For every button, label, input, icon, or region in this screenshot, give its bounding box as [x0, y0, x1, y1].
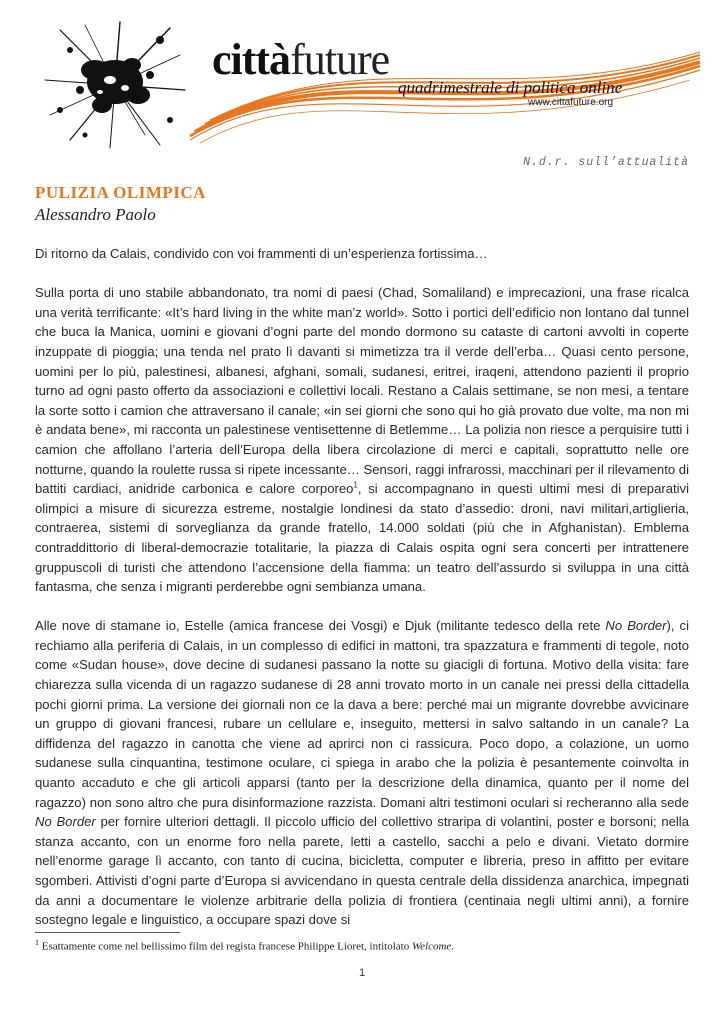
intro-paragraph: Di ritorno da Calais, condivido con voi frammenti di un’esperienza fortissima…: [35, 246, 488, 261]
article-author: Alessandro Paolo: [35, 205, 156, 224]
paragraph-2-text-b: ), ci rechiamo alla periferia di Calais, in un complesso di edifici in mattoni, tra spazzatura e frammenti di tegole, noto come «Sudan house», dove decine di sudanesi passano la notte su giacigli di fortuna. Motivo della visita: fare chiarezza sulla vicenda di un ragazzo sudanese di 28 anni trovato morto in un canale nei pressi della cittadella pochi giorni prima. La versione dei giornali non ce la dava a bere: perché mai un migrante dovrebbe avvicinare un gruppo di giovani francesi, rubare un cellulare e, inseguito, mettersi in salvo saltando in un canale? La diffidenza del ragazzo in canotta che viene ad aprirci non ci rassicura. Poco dopo, a colazione, un uomo sudanese sulla cinquantina, testimone oculare, ci spiega in arabo che la polizia è pesantemente coinvolta in quanto accaduto e che gli articoli apparsi (tanto per la descrizione della dinamica, quanto per il nome del ragazzo) non sono altro che pura disinformazione razzista. Domani altri testimoni oculari si recheranno alla sede: [35, 618, 689, 810]
masthead: [0, 0, 724, 150]
brand-light: future: [290, 35, 390, 84]
ink-splash-logo-icon: [40, 20, 190, 150]
no-border-emphasis-2: No Border: [35, 814, 96, 830]
section-label: N.d.r. sull’attualità: [523, 156, 689, 169]
footnote-divider: [35, 932, 180, 933]
footnote-text: Esattamente come nel bellissimo film del regista francese Philippe Lioret, intitolato: [39, 940, 412, 953]
page-number: 1: [358, 967, 366, 979]
paragraph-2-text-a: Alle nove di stamane io, Estelle (amica francese dei Vosgi) e Djuk (militante tedesco della rete: [35, 618, 606, 634]
website-link[interactable]: www.cittafuture.org: [528, 97, 614, 108]
footnote-end: .: [451, 940, 455, 953]
brand-wordmark: [212, 35, 390, 84]
article-body: [35, 244, 689, 949]
article-title: PULIZIA OLIMPICA: [35, 183, 206, 202]
tagline: quadrimestrale di politica online: [398, 78, 623, 97]
footnote: [35, 938, 454, 953]
footnote-film-title: Welcome: [411, 940, 452, 953]
paragraph-1-text-b: , si accompagnano in questi ultimi mesi di preparativi olimpici a misure di sicurezza estreme, nostalgie londinesi da stato d’assedio: droni, navi militari,artiglieria, contraerea, sistemi di sorveglianza da grande fratello, 14.000 soldati (più che in Afghanistan). Emblema contraddittorio di liberal-democrazie totalitarie, la piazza di Calais ospita ogni sera concerti per intrattenere gruppuscoli di turisti che attendono l’accensione della fiamma: un teatro dell’assurdo si sviluppa in una città fantasma, che senza i migranti perderebbe ogni sembianza umana.: [35, 481, 689, 595]
paragraph-2-text-c: per fornire ulteriori dettagli. Il piccolo ufficio del collettivo straripa di volantini, poster e borsoni; nella stanza accanto, con un enorme foro nella parete, letti a castello, sacchi a pelo e divani. Vietato dormire nell’enorme garage lì accanto, con tanto di cucina, bicicletta, computer e libreria, preso in affitto per evitare sgomberi. Attivisti d’ogni parte d’Europa si avvicendano in questa centrale della dissidenza anarchica, impegnati da anni a documentare le violenze arbitrarie della polizia di frontiera (centinaia negli ultimi anni), a fornire sostegno legale e linguistico, a occupare spazi dove si: [35, 814, 689, 928]
brand-bold: città: [212, 35, 291, 84]
paragraph-1: [35, 283, 689, 597]
paragraph-1-text-a: Sulla porta di uno stabile abbandonato, tra nomi di paesi (Chad, Somaliland) e imprecazioni, una frase ricalca una verità terrificante: «It’s hard living in the white man’z world». Sotto i portici dell’edificio non lontano dal tunnel che buca la Manica, uomini e giovani d’ogni parte del mondo dormono su cataste di cartoni avvolti in coperte inzuppate di pioggia; una tenda nel prato lì davanti si mimetizza tra il verde dell’erba… Quasi cento persone, uomini per lo più, palestinesi, albanesi, afghani, somali, sudanesi, eritrei, iraqeni, attendono pazienti il proprio turno ad ogni pasto offerto da associazioni e collettivi locali. Restano a Calais settimane, se non mesi, a tentare la sorte sotto i camion che attraversano il canale; «in sei giorni che sono qui ho già provato due volte, ma non mi è andata bene», mi racconta un palestinese ventisettenne di Betlemme… La polizia non riesce a perquisire tutti i camion che affollano l’arteria dell’Europa della libera circolazione di merci e capitali, soprattutto nelle ore notturne, quando la roulette russa si ripete incessante… Sensori, raggi infrarossi, macchinari per il rilevamento di battiti cardiaci, anidride carbonica e calore corporeo: [35, 285, 689, 497]
footnote-ref[interactable]: 1: [353, 480, 358, 490]
no-border-emphasis-1: No Border: [605, 618, 667, 634]
footnote-number: 1: [35, 938, 39, 947]
paragraph-2: [35, 616, 689, 930]
